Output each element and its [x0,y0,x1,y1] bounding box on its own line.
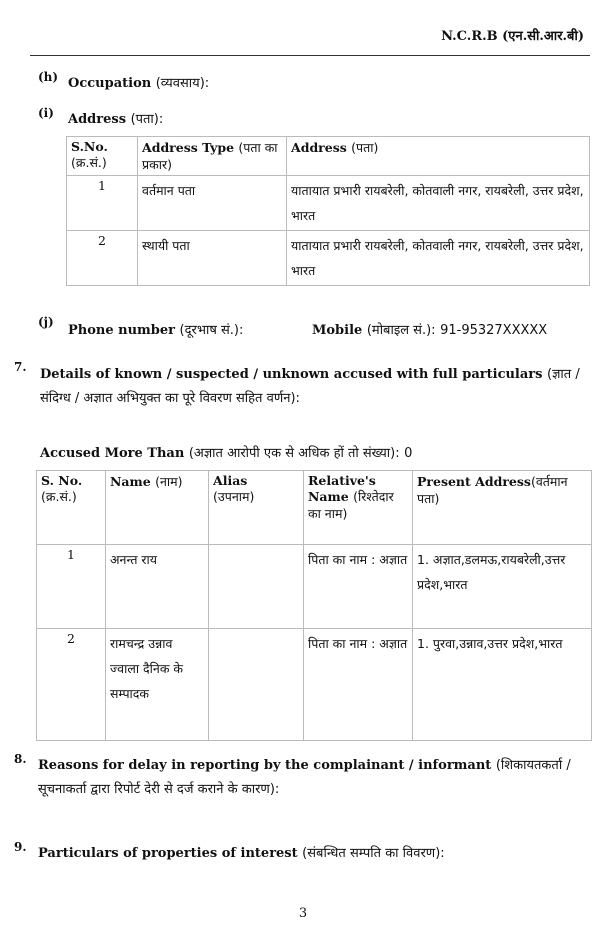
accused-more-hi: (अज्ञात आरोपी एक से अधिक हों तो संख्या): [188,446,400,461]
section-8-en: Reasons for delay in reporting by the complainant / informant [38,758,492,773]
section-8-hi-1: (शिकायतकर्ता / [495,758,571,773]
accused-table-header [37,471,592,545]
section-9-en: Particulars of properties of interest [38,846,298,861]
occupation-hi: (व्यवसाय): [155,76,210,91]
col-alias-en: Alias [213,473,248,488]
header-rule [30,55,590,56]
accused-address: 1. पुरवा,उन्नाव,उत्तर प्रदेश,भारत [413,629,592,741]
section-8-hi-2: सूचनाकर्ता द्वारा रिपोर्ट देरी से दर्ज कराने के कारण): [38,782,280,797]
page-header: N.C.R.B (एन.सी.आर.बी) [441,29,584,44]
col-present-address-en: Present Address [417,474,531,489]
accused-address: 1. अज्ञात,डलमऊ,रायबरेली,उत्तर प्रदेश,भारत [413,545,592,629]
col-address-hi: (पता) [351,140,379,155]
section-7-number: 7. [14,360,27,374]
accused-name: अनन्त राय [106,545,209,629]
address-sno: 2 [67,231,138,286]
col-present-address [413,471,592,545]
address-en: Address [68,112,127,127]
section-8-heading [38,754,594,802]
col-name-hi: (नाम) [155,474,183,489]
col-alias-hi: (उपनाम) [213,489,255,504]
col-sno [37,471,106,545]
address-table-header [67,137,590,176]
accused-more-en: Accused More Than [40,446,185,461]
accused-alias [209,629,304,741]
section-7-hi-2: संदिग्ध / अज्ञात अभियुक्त का पूरे विवरण सहित वर्णन): [40,391,300,406]
table-row [37,545,592,629]
occupation-en: Occupation [68,76,152,91]
occupation-label [68,73,209,91]
item-label-i: (i) [38,106,54,120]
col-name-en: Name [110,474,151,489]
page-number: 3 [298,906,308,921]
section-7-heading [40,363,590,411]
accused-sno: 2 [37,629,106,741]
phone-en: Phone number [68,323,176,338]
table-row [67,176,590,231]
col-address-type-hi: (पता का प्रकार) [142,140,278,172]
col-relative-hi: (रिश्तेदार का नाम) [308,489,394,521]
phone-hi: (दूरभाष सं.): [179,323,244,338]
col-sno [67,137,138,176]
mobile-en: Mobile [312,323,363,338]
address-value: यातायात प्रभारी रायबरेली, कोतवाली नगर, रायबरेली, उत्तर प्रदेश, भारत [287,176,590,231]
accused-name: रामचन्द्र उन्नाव ज्वाला दैनिक के सम्पादक [106,629,209,741]
mobile-hi: (मोबाइल सं.): [366,323,436,338]
col-address-type [138,137,287,176]
accused-table [36,470,592,741]
col-address-en: Address [291,140,347,155]
col-alias [209,471,304,545]
col-present-address-hi: (वर्तमान पता) [417,474,568,506]
address-sno: 1 [67,176,138,231]
address-value: यातायात प्रभारी रायबरेली, कोतवाली नगर, रायबरेली, उत्तर प्रदेश, भारत [287,231,590,286]
address-type: वर्तमान पता [138,176,287,231]
table-row [67,231,590,286]
address-table [66,136,590,286]
accused-sno: 1 [37,545,106,629]
item-label-j: (j) [38,315,54,329]
col-name [106,471,209,545]
table-row [37,629,592,741]
item-label-h: (h) [38,70,59,84]
mobile-label [312,320,547,338]
section-7-en: Details of known / suspected / unknown accused with full particulars [40,367,543,382]
phone-label [68,320,243,338]
col-sno-hi: (क्र.सं.) [41,489,77,504]
col-relative-en: Relative's Name [308,473,376,504]
section-9-hi: (संबन्धित सम्पति का विवरण): [302,846,445,861]
col-sno-hi: (क्र.सं.) [71,155,107,170]
section-7-hi-1: (ज्ञात / [547,367,580,382]
col-address [287,137,590,176]
address-label [68,109,163,127]
section-8-number: 8. [14,752,27,766]
address-type: स्थायी पता [138,231,287,286]
col-relative [304,471,413,545]
accused-relative: पिता का नाम : अज्ञात [304,629,413,741]
section-9-heading [38,843,445,861]
accused-alias [209,545,304,629]
col-sno-en: S. No. [41,473,83,488]
col-sno-en: S.No. [71,139,108,154]
address-hi: (पता): [130,112,164,127]
mobile-value: 91-95327XXXXX [440,323,548,338]
accused-more-value: 0 [404,446,413,461]
col-address-type-en: Address Type [142,140,235,155]
accused-more-than [40,443,412,461]
section-9-number: 9. [14,840,27,854]
accused-relative: पिता का नाम : अज्ञात [304,545,413,629]
